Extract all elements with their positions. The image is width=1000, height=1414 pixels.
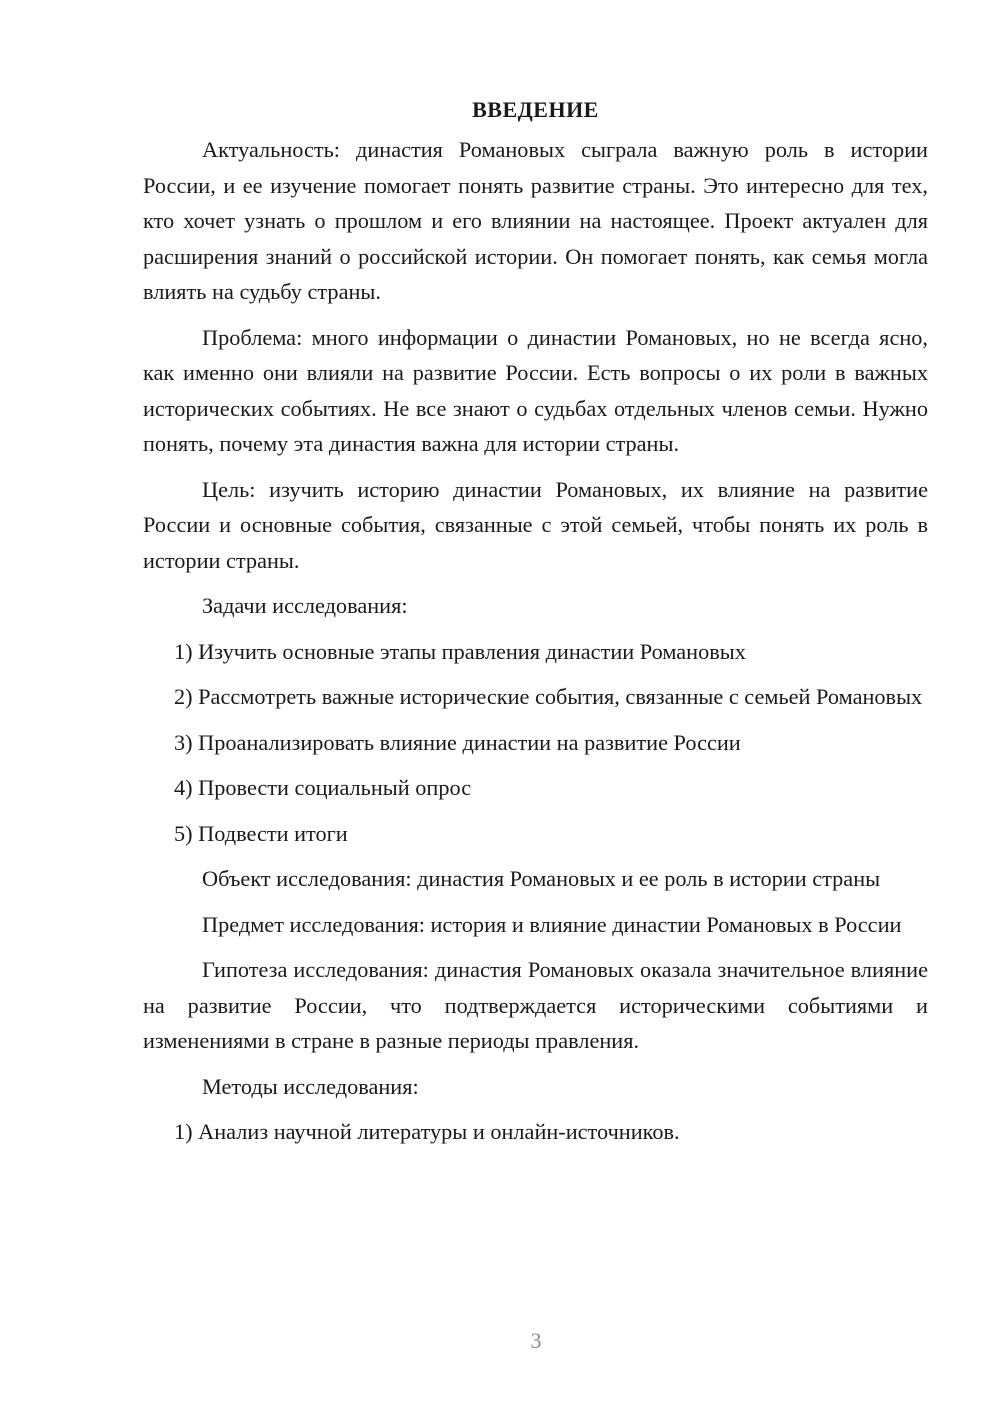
object-paragraph: Объект исследования: династия Романовых и ее роль в истории страны bbox=[202, 866, 881, 891]
task-item-1: 1) Изучить основные этапы правления династии Романовых bbox=[174, 638, 746, 664]
method-item-1: 1) Анализ научной литературы и онлайн-источников. bbox=[174, 1119, 680, 1144]
page-number: 3 bbox=[530, 1328, 542, 1353]
page-content bbox=[143, 92, 928, 1160]
goal-paragraph: Цель: изучить историю династии Романовых, их влияние на развитие России и основные события, связанные с этой семьей, чтобы понять их роль в истории страны. bbox=[143, 476, 928, 573]
subject-paragraph: Предмет исследования: история и влияние династии Романовых в России bbox=[202, 911, 902, 937]
problem-paragraph: Проблема: много информации о династии Романовых, но не всегда ясно, как именно они влияли на развитие России. Есть вопросы о их роли в важных исторических событиях. Не все знают о судьбах отдельных членов семьи. Нужно понять, почему эта династия важна для истории страны. bbox=[143, 324, 928, 456]
relevance-paragraph: Актуальность: династия Романовых сыграла важную роль в истории России, и ее изучение помогает понять развитие страны. Это интересно для тех, кто хочет узнать о прошлом и его влиянии на настоящее. Проект актуален для расширения знаний о российской истории. Он помогает понять, как семья могла влиять на судьбу страны. bbox=[143, 137, 928, 304]
section-title: ВВЕДЕНИЕ bbox=[472, 97, 599, 122]
task-item-3: 3) Проанализировать влияние династии на развитие России bbox=[174, 729, 741, 755]
tasks-heading: Задачи исследования: bbox=[202, 593, 408, 618]
hypothesis-paragraph: Гипотеза исследования: династия Романовых оказала значительное влияние на развитие России, что подтверждается историческими событиями и изменениями в стране в разные периоды правления. bbox=[143, 957, 928, 1053]
task-item-4: 4) Провести социальный опрос bbox=[174, 775, 472, 800]
methods-heading: Методы исследования: bbox=[202, 1073, 419, 1099]
task-item-5: 5) Подвести итоги bbox=[174, 820, 348, 846]
task-item-2: 2) Рассмотреть важные исторические события, связанные с семьей Романовых bbox=[174, 684, 923, 709]
